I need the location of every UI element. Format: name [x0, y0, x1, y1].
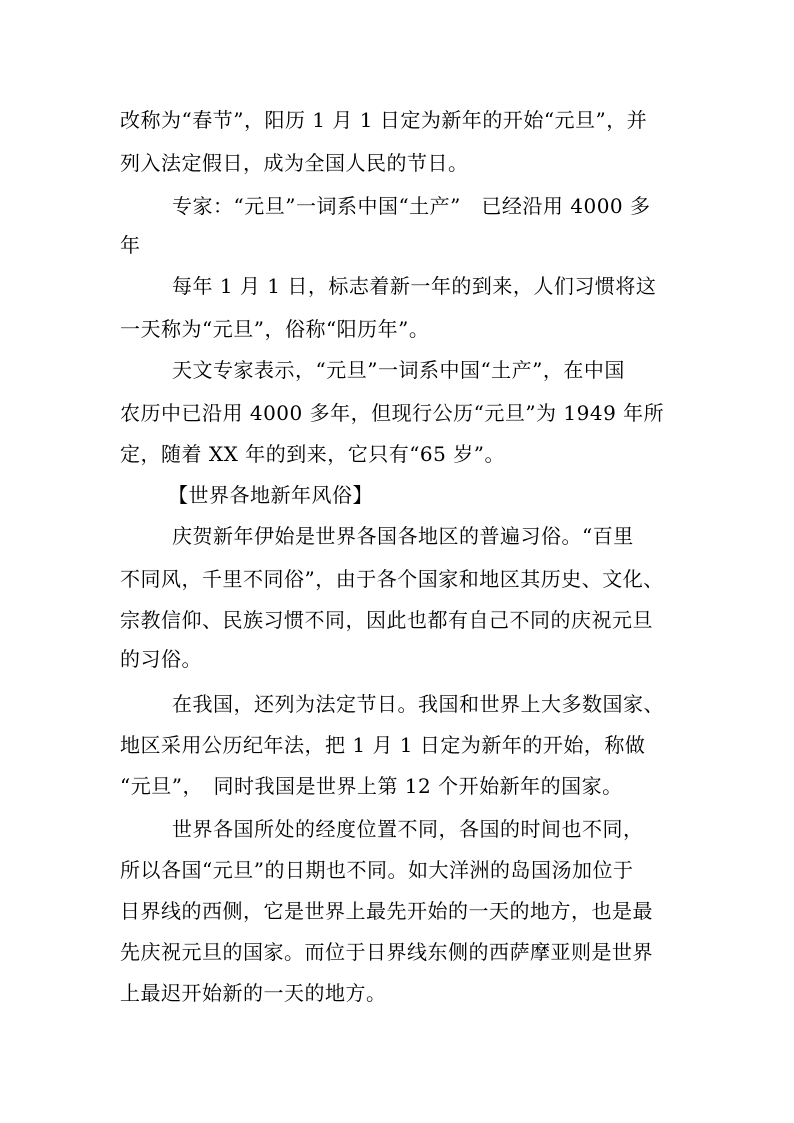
text-line: 庆贺新年伊始是世界各国各地区的普遍习俗。“百里 [172, 524, 634, 548]
text-line: 上最迟开始新的一天的地方。 [120, 981, 387, 1005]
section-heading: 【世界各地新年风俗】 [168, 483, 373, 507]
text-line: 每年 1 月 1 日，标志着新一年的到来，人们习惯将这 [172, 274, 657, 298]
text-line: 天文专家表示，“元旦”一词系中国“土产”，在中国 [172, 358, 625, 382]
text-line: “元旦”， 同时我国是世界上第 12 个开始新年的国家。 [120, 774, 623, 798]
text-line: 的习俗。 [120, 647, 202, 671]
text-line: 世界各国所处的经度位置不同，各国的时间也不同， [172, 817, 644, 841]
text-line: 列入法定假日，成为全国人民的节日。 [120, 151, 469, 175]
text-line: 专家：“元旦”一词系中国“土产” 已经沿用 4000 多 [172, 194, 651, 218]
text-line: 年 [120, 233, 141, 257]
text-line: 改称为“春节”，阳历 1 月 1 日定为新年的开始“元旦”，并 [120, 108, 648, 132]
text-line: 日界线的西侧，它是世界上最先开始的一天的地方，也是最 [120, 899, 653, 923]
text-line: 农历中已沿用 4000 多年，但现行公历“元旦”为 1949 年所 [120, 401, 665, 425]
text-line: 地区采用公历纪年法，把 1 月 1 日定为新年的开始，称做 [120, 733, 646, 757]
text-line: 在我国，还列为法定节日。我国和世界上大多数国家、 [172, 692, 664, 716]
text-line: 不同风，千里不同俗”，由于各个国家和地区其历史、文化、 [120, 567, 664, 591]
text-line: 先庆祝元旦的国家。而位于日界线东侧的西萨摩亚则是世界 [120, 940, 653, 964]
text-line: 宗教信仰、民族习惯不同，因此也都有自己不同的庆祝元旦 [120, 608, 653, 632]
text-line: 一天称为“元旦”，俗称“阳历年”。 [120, 317, 430, 341]
text-line: 定，随着 XX 年的到来，它只有“65 岁”。 [120, 442, 505, 466]
text-line: 所以各国“元旦”的日期也不同。如大洋洲的岛国汤加位于 [120, 858, 634, 882]
